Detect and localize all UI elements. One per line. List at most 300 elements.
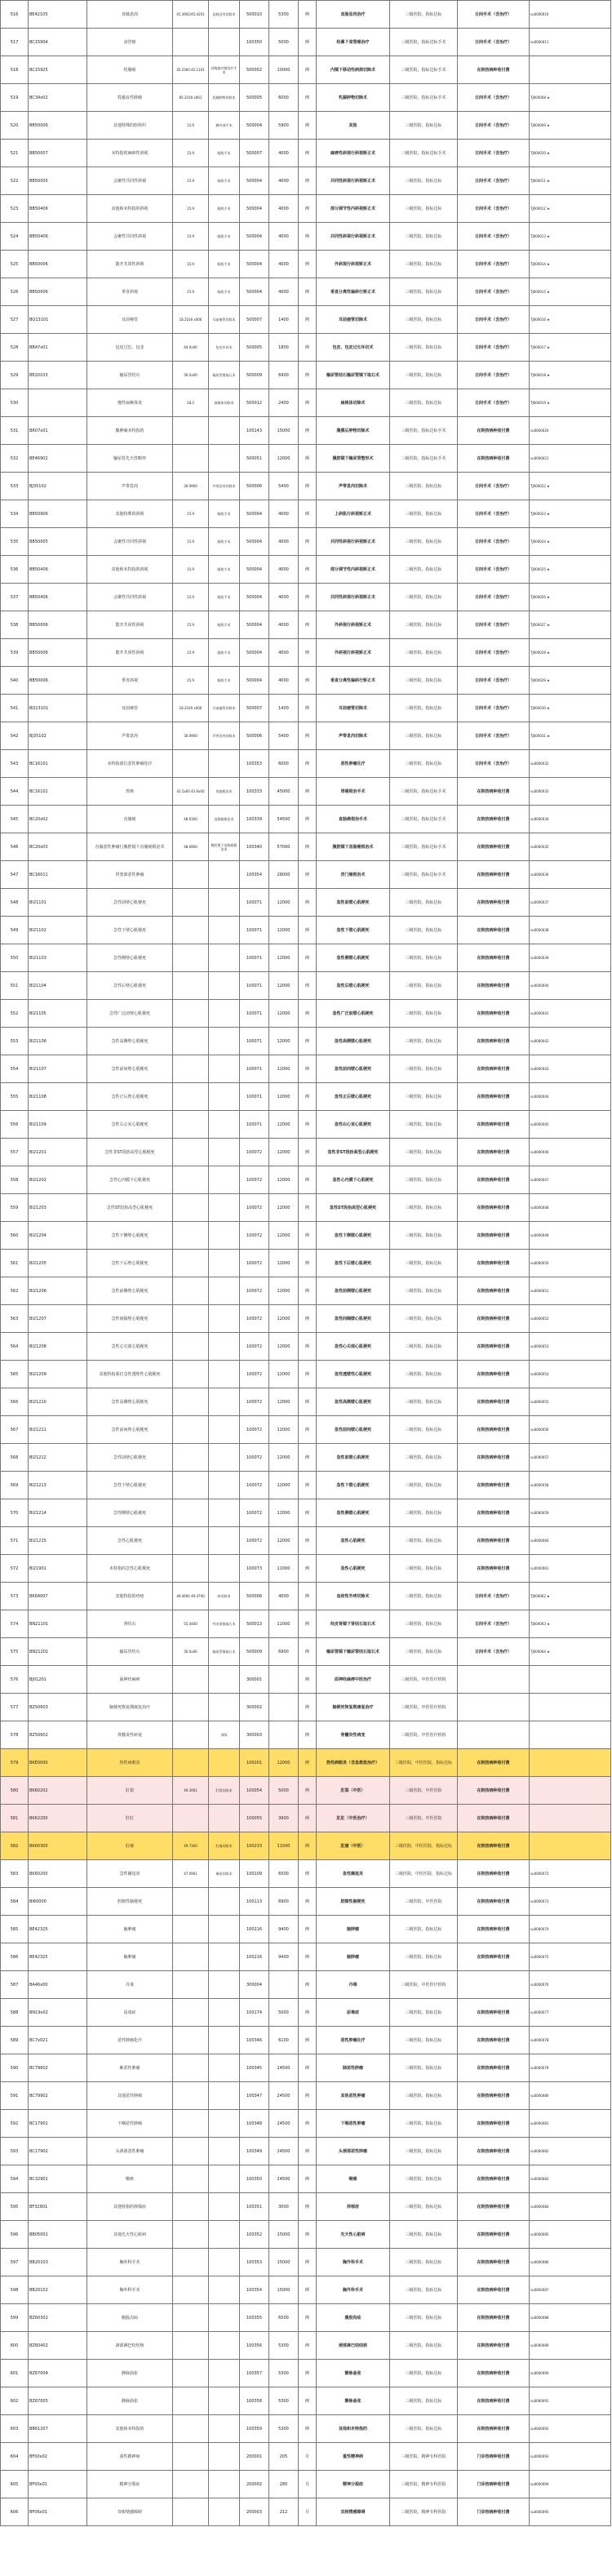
operation-code-cell	[173, 445, 209, 473]
treatment-name-cell: 急性前壁心肌梗死	[317, 1444, 390, 1472]
row-number-cell: 536	[1, 556, 29, 584]
payment-mode-cell: 日间手术（含治疗）	[458, 695, 530, 722]
operation-code-cell: 18.2100 x006	[173, 306, 209, 334]
disease-code-cell: BN19x02	[29, 1999, 87, 2027]
hospital-level-cell: 三级医院，指标达标	[390, 667, 458, 695]
operation-name-cell: 耳前瘘管切除术	[209, 695, 240, 722]
remark-code-cell	[530, 1721, 611, 1749]
operation-name-cell	[209, 944, 240, 972]
treatment-name-cell: 急性心尖部心肌梗死	[317, 1333, 390, 1361]
operation-name-cell: 直肠癌根治术	[209, 806, 240, 833]
disease-code-cell: BI21109	[29, 1111, 87, 1139]
disease-code-cell: BZ60402	[29, 2332, 87, 2360]
hospital-level-cell: 三级医院，指标达标手术	[390, 833, 458, 861]
disease-name-cell: 垂直斜视	[87, 667, 173, 695]
operation-code-cell	[173, 1028, 209, 1055]
item-id-cell: 100339	[240, 806, 269, 833]
treatment-name-cell: 输尿管结石输尿管镜下取石术	[317, 362, 390, 389]
table-row	[1, 944, 611, 972]
table-row	[1, 140, 611, 167]
row-number-cell: 546	[1, 833, 29, 861]
item-id-cell: 300002	[240, 1694, 269, 1721]
hospital-level-cell: 三级医院，指标达标	[390, 2138, 458, 2165]
row-number-cell: 523	[1, 195, 29, 223]
row-number-cell: 550	[1, 944, 29, 972]
hospital-level-cell: 三级医院，精神专科医院	[390, 2471, 458, 2498]
table-row	[1, 528, 611, 556]
payment-mode-cell: 在院按病种收付费	[458, 1194, 530, 1222]
hospital-level-cell: 三级医院，中医医院，指标达标	[390, 1860, 458, 1888]
fee-cell: 9400	[269, 1916, 299, 1943]
fee-cell: 2400	[269, 389, 299, 417]
disease-name-cell: 慢性扁桃体炎	[87, 389, 173, 417]
operation-name-cell	[209, 1333, 240, 1361]
disease-code-cell: BKE0000	[29, 1749, 87, 1777]
disease-name-cell: 急性心肌梗死	[87, 1527, 173, 1555]
operation-code-cell	[173, 1055, 209, 1083]
item-id-cell: 100072	[240, 1277, 269, 1305]
payment-mode-cell	[458, 1694, 530, 1721]
disease-name-cell: 散开共同性斜视	[87, 639, 173, 667]
operation-name-cell	[209, 1000, 240, 1028]
disease-name-cell: 会聚性共同性斜视	[87, 584, 173, 611]
disease-code-cell: BB50005	[29, 528, 87, 556]
item-id-cell: 100072	[240, 1361, 269, 1388]
payment-mode-cell: 在院按病种收付费	[458, 2360, 530, 2387]
unit-cell: 例	[299, 56, 317, 84]
remark-code-cell: TJ000012 ★	[530, 195, 611, 223]
disease-name-cell: 脑梗死恢复期康复治疗	[87, 1694, 173, 1721]
row-number-cell: 549	[1, 917, 29, 944]
operation-code-cell	[173, 1694, 209, 1721]
remark-code-cell: su0000059	[530, 1499, 611, 1527]
disease-name-cell: 急性前间壁心肌梗死	[87, 1055, 173, 1083]
disease-name-cell: 腔隙性脑梗死	[87, 1888, 173, 1916]
row-number-cell: 606	[1, 2498, 29, 2526]
unit-cell: 例	[299, 1971, 317, 1999]
disease-name-cell: 急性前侧壁心肌梗死	[87, 1277, 173, 1305]
disease-name-cell: 急性正后壁心肌梗死	[87, 1083, 173, 1111]
hospital-level-cell: 三级医院，指标达标	[390, 1000, 458, 1028]
remark-code-cell: TJ000011 ★	[530, 167, 611, 195]
disease-code-cell: BJ01201	[29, 1666, 87, 1694]
payment-mode-cell: 在院按病种收付费	[458, 1083, 530, 1111]
item-id-cell: 500004	[240, 556, 269, 584]
treatment-name-cell: 急性正后壁心肌梗死	[317, 1083, 390, 1111]
remark-code-cell: TJ000008 ★	[530, 84, 611, 112]
unit-cell: 例	[299, 1166, 317, 1194]
treatment-name-cell: 双相情感障碍	[317, 2498, 390, 2526]
table-row	[1, 833, 611, 861]
disease-name-cell: 其他恶性肿瘤	[87, 2082, 173, 2110]
operation-code-cell	[173, 2332, 209, 2360]
fee-cell: 9400	[269, 1943, 299, 1971]
item-id-cell: 100353	[240, 750, 269, 778]
fee-cell: 12000	[269, 1000, 299, 1028]
fee-cell: 24500	[269, 2138, 299, 2165]
remark-code-cell: su0000079	[530, 2054, 611, 2082]
table-row	[1, 445, 611, 473]
operation-code-cell	[173, 1139, 209, 1166]
item-id-cell: 500051	[240, 445, 269, 473]
fee-cell: 5300	[269, 2387, 299, 2415]
remark-code-cell: TJ000027 ★	[530, 611, 611, 639]
treatment-name-cell: 垂直分离性偏斜行矫正术	[317, 278, 390, 306]
unit-cell: 例	[299, 806, 317, 833]
disease-name-cell: 恶性肿瘤化疗	[87, 2027, 173, 2054]
fee-cell: 12000	[269, 944, 299, 972]
operation-code-cell	[173, 1222, 209, 1250]
item-id-cell: 100071	[240, 972, 269, 1000]
disease-code-cell: BZ67004	[29, 2360, 87, 2387]
table-row	[1, 2193, 611, 2221]
treatment-name-cell: 面神经麻痹中医治疗	[317, 1666, 390, 1694]
treatment-name-cell: 共同性斜视行斜视矫正术	[317, 528, 390, 556]
disease-name-cell: 胸外科手术	[87, 2249, 173, 2276]
remark-code-cell: su0000082	[530, 2138, 611, 2165]
disease-code-cell: BI21104	[29, 972, 87, 1000]
unit-cell: 例	[299, 778, 317, 806]
fee-cell: 5000	[269, 1999, 299, 2027]
payment-mode-cell: 在院按病种收付费	[458, 1111, 530, 1139]
operation-name-cell	[209, 1028, 240, 1055]
payment-mode-cell: 在院按病种收付费	[458, 2110, 530, 2138]
payment-mode-cell: 在院按病种收付费	[458, 1416, 530, 1444]
table-row	[1, 2054, 611, 2082]
fee-cell: 6500	[269, 2304, 299, 2332]
operation-code-cell: 15.9	[173, 639, 209, 667]
disease-code-cell: BI21106	[29, 1028, 87, 1055]
unit-cell: 例	[299, 972, 317, 1000]
operation-name-cell	[209, 417, 240, 445]
hospital-level-cell: 三级医院，指标达标	[390, 2332, 458, 2360]
disease-name-cell: 输尿管先天性畸形	[87, 445, 173, 473]
unit-cell: 例	[299, 1222, 317, 1250]
hospital-level-cell: 三级医院，中医医院，指标达标	[390, 1832, 458, 1860]
disease-name-cell: 急性阑尾炎	[87, 1860, 173, 1888]
table-row	[1, 1472, 611, 1499]
table-row	[1, 1916, 611, 1943]
treatment-name-cell: 急性前间壁心肌梗死	[317, 1055, 390, 1083]
hospital-level-cell: 三级医院，指标达标	[390, 2193, 458, 2221]
disease-code-cell: BC79602	[29, 2054, 87, 2082]
disease-code-cell: BJ35102	[29, 473, 87, 500]
table-row	[1, 1749, 611, 1777]
operation-name-cell	[209, 2332, 240, 2360]
unit-cell: 例	[299, 500, 317, 528]
row-number-cell: 562	[1, 1277, 29, 1305]
operation-code-cell	[173, 1444, 209, 1472]
disease-code-cell: BI21214	[29, 1499, 87, 1527]
treatment-name-cell: 乳腺肿物切除术	[317, 84, 390, 112]
treatment-name-cell: 骨髓炎性病变	[317, 1721, 390, 1749]
hospital-level-cell: 三级医院，指标达标	[390, 2110, 458, 2138]
unit-cell: 例	[299, 2054, 317, 2082]
disease-code-cell: BN21101	[29, 1610, 87, 1638]
disease-code-cell: BK60202	[29, 1777, 87, 1805]
disease-code-cell: BE20103	[29, 362, 87, 389]
item-id-cell: 100354	[240, 861, 269, 889]
unit-cell: 例	[299, 2138, 317, 2165]
table-row	[1, 1583, 611, 1610]
payment-mode-cell: 在院按病种收付费	[458, 917, 530, 944]
disease-code-cell: BB50006	[29, 112, 87, 140]
treatment-name-cell: 急性后壁心肌梗死	[317, 972, 390, 1000]
operation-name-cell	[209, 1083, 240, 1111]
unit-cell: 例	[299, 750, 317, 778]
disease-name-cell: 急性前壁心肌梗死	[87, 889, 173, 917]
fee-cell: 24500	[269, 2165, 299, 2193]
disease-name-cell: 静脉曲张	[87, 2360, 173, 2387]
table-row	[1, 2471, 611, 2498]
fee-cell: 5300	[269, 1, 299, 29]
operation-code-cell	[173, 1499, 209, 1527]
disease-name-cell: 直肠癌	[87, 806, 173, 833]
hospital-level-cell: 三级医院，中医医疗机构	[390, 1694, 458, 1721]
operation-code-cell	[173, 2498, 209, 2526]
fee-cell: 3900	[269, 1805, 299, 1832]
disease-code-cell: BQ13101	[29, 695, 87, 722]
payment-mode-cell: 日间手术（含治疗）	[458, 195, 530, 223]
operation-code-cell: 30.0900	[173, 473, 209, 500]
fee-cell: 57000	[269, 833, 299, 861]
row-number-cell: 528	[1, 334, 29, 362]
disease-code-cell: BI21208	[29, 1333, 87, 1361]
operation-name-cell: 直肠息肉切除术	[209, 1, 240, 29]
hospital-level-cell: 三级医院，指标达标	[390, 223, 458, 251]
disease-code-cell: BI21210	[29, 1388, 87, 1416]
table-row	[1, 2498, 611, 2526]
disease-name-cell: 散开共同性斜视	[87, 611, 173, 639]
hospital-level-cell: 三级医院，指标达标	[390, 1943, 458, 1971]
disease-name-cell: 骨髓炎性病变	[87, 1721, 173, 1749]
fee-cell: 12000	[269, 1416, 299, 1444]
unit-cell: 例	[299, 1805, 317, 1832]
operation-code-cell	[173, 1943, 209, 1971]
treatment-name-cell: 外斜视行斜视矫正术	[317, 251, 390, 278]
operation-name-cell: 眼肌手术	[209, 223, 240, 251]
payment-mode-cell: 日间手术（含治疗）	[458, 1, 530, 29]
fee-cell: 11000	[269, 1555, 299, 1583]
operation-name-cell: 眼肌手术	[209, 639, 240, 667]
table-row	[1, 223, 611, 251]
disease-code-cell: BK60200	[29, 1860, 87, 1888]
row-number-cell: 585	[1, 1916, 29, 1943]
disease-code-cell: BE42325	[29, 1916, 87, 1943]
operation-code-cell: 55.0400	[173, 1610, 209, 1638]
fee-cell: 5000	[269, 1777, 299, 1805]
operation-code-cell	[173, 1555, 209, 1583]
payment-mode-cell: 日间手术（含治疗）	[458, 473, 530, 500]
table-row	[1, 1083, 611, 1111]
item-id-cell: 500004	[240, 667, 269, 695]
payment-mode-cell: 在院按病种收付费	[458, 2193, 530, 2221]
operation-name-cell	[209, 1444, 240, 1472]
operation-name-cell: 眼肌手术	[209, 167, 240, 195]
table-row	[1, 1721, 611, 1749]
remark-code-cell: su0000092	[530, 2415, 611, 2443]
item-id-cell: 100350	[240, 2165, 269, 2193]
disease-code-cell: BB50007	[29, 140, 87, 167]
treatment-name-cell: 肛肛（中医治疗）	[317, 1805, 390, 1832]
remark-code-cell: su0000077	[530, 1999, 611, 2027]
hospital-level-cell: 三级医院，指标达标	[390, 500, 458, 528]
operation-code-cell	[173, 1000, 209, 1028]
treatment-name-cell: 肛裂（中医）	[317, 1777, 390, 1805]
item-id-cell: 500005	[240, 334, 269, 362]
operation-name-cell	[209, 2221, 240, 2249]
table-row	[1, 1333, 611, 1361]
disease-name-cell: 结肠癌	[87, 56, 173, 84]
row-number-cell: 592	[1, 2110, 29, 2138]
item-id-cell: 100346	[240, 2027, 269, 2054]
operation-code-cell	[173, 1971, 209, 1999]
table-row	[1, 639, 611, 667]
item-id-cell: 500004	[240, 611, 269, 639]
unit-cell: 例	[299, 2082, 317, 2110]
item-id-cell: 100071	[240, 1083, 269, 1111]
item-id-cell: 100349	[240, 2138, 269, 2165]
row-number-cell: 587	[1, 1971, 29, 1999]
remark-code-cell: su0000053	[530, 1333, 611, 1361]
item-id-cell: 100352	[240, 2221, 269, 2249]
table-row	[1, 1777, 611, 1805]
row-number-cell: 533	[1, 473, 29, 500]
item-id-cell: 300004	[240, 1971, 269, 1999]
treatment-name-cell: 静脉曲张	[317, 2387, 390, 2415]
disease-name-cell: 垂直斜视	[87, 278, 173, 306]
disease-code-cell: BI21103	[29, 944, 87, 972]
treatment-name-cell: 其他恶性肿瘤	[317, 2082, 390, 2110]
disease-name-cell: 胃癌	[87, 778, 173, 806]
treatment-name-cell: 腹股沟疝	[317, 2304, 390, 2332]
operation-name-cell: 眼肌手术	[209, 611, 240, 639]
disease-name-cell: 急性后壁心肌梗死	[87, 972, 173, 1000]
unit-cell: 例	[299, 84, 317, 112]
remark-code-cell: su0000089	[530, 2332, 611, 2360]
treatment-name-cell: 急性右心室心肌梗死	[317, 1111, 390, 1139]
table-row	[1, 778, 611, 806]
hospital-level-cell: 三级医院，指标达标	[390, 584, 458, 611]
disease-code-cell: BB50006	[29, 278, 87, 306]
row-number-cell: 516	[1, 1, 29, 29]
row-number-cell: 543	[1, 750, 29, 778]
fee-cell: 15000	[269, 2276, 299, 2304]
treatment-name-cell: 上斜肌行斜视矫正术	[317, 500, 390, 528]
remark-code-cell: su0000050	[530, 1250, 611, 1277]
fee-cell: 11000	[269, 1610, 299, 1638]
treatment-name-cell: 腹腔镜下直肠癌根治术	[317, 833, 390, 861]
disease-code-cell: BC17902	[29, 2138, 87, 2165]
operation-code-cell	[173, 1888, 209, 1916]
payment-mode-cell: 在院按病种收付费	[458, 889, 530, 917]
operation-name-cell	[209, 1749, 240, 1777]
hospital-level-cell: 三级医院，指标达标	[390, 1166, 458, 1194]
remark-code-cell: su0000020	[530, 417, 611, 445]
operation-name-cell	[209, 2054, 240, 2082]
operation-code-cell	[173, 2249, 209, 2276]
disease-name-cell: 下咽恶性肿瘤	[87, 2110, 173, 2138]
disease-code-cell: BE42105	[29, 1, 87, 29]
unit-cell: 例	[299, 251, 317, 278]
row-number-cell: 564	[1, 1333, 29, 1361]
operation-name-cell: 经皮肾镜取石术	[209, 1610, 240, 1638]
remark-code-cell: su0000047	[530, 1166, 611, 1194]
operation-name-cell	[209, 2304, 240, 2332]
item-id-cell: 500013	[240, 1610, 269, 1638]
item-id-cell: 500006	[240, 1583, 269, 1610]
hospital-level-cell: 三级医院，指标达标	[390, 195, 458, 223]
disease-code-cell: BB50006	[29, 611, 87, 639]
fee-cell: 280	[269, 2471, 299, 2498]
operation-code-cell: 48.6300	[173, 806, 209, 833]
operation-code-cell	[173, 2360, 209, 2387]
fee-cell: 11500	[269, 1832, 299, 1860]
disease-code-cell: BB50006	[29, 667, 87, 695]
remark-code-cell: su0000090	[530, 2360, 611, 2387]
fee-cell: 12000	[269, 1222, 299, 1250]
payment-mode-cell: 在院按病种收付费	[458, 1250, 530, 1277]
fee-cell: 24500	[269, 2054, 299, 2082]
operation-name-cell	[209, 2165, 240, 2193]
row-number-cell: 554	[1, 1055, 29, 1083]
remark-code-cell	[530, 1694, 611, 1721]
treatment-name-cell: 急性广泛前壁心肌梗死	[317, 1000, 390, 1028]
unit-cell: 例	[299, 1638, 317, 1666]
disease-code-cell: BC16011	[29, 861, 87, 889]
hospital-level-cell: 三级医院，指标达标手术	[390, 417, 458, 445]
item-id-cell: 100359	[240, 2415, 269, 2443]
row-number-cell: 538	[1, 611, 29, 639]
disease-code-cell: BB20103	[29, 2249, 87, 2276]
item-id-cell: 100071	[240, 917, 269, 944]
treatment-name-cell: 肛瘘（中医）	[317, 1832, 390, 1860]
hospital-level-cell: 三级医院，指标达标	[390, 1055, 458, 1083]
item-id-cell: 100073	[240, 1555, 269, 1583]
unit-cell: 月	[299, 2443, 317, 2471]
payment-mode-cell: 在院按病种收付费	[458, 1999, 530, 2027]
fee-cell: 6000	[269, 84, 299, 112]
treatment-name-cell: 扁桃体切除术	[317, 389, 390, 417]
operation-code-cell	[173, 889, 209, 917]
payment-mode-cell: 在院按病种收付费	[458, 1166, 530, 1194]
treatment-name-cell: 急性透壁性心肌梗死	[317, 1361, 390, 1388]
fee-cell: 10000	[269, 56, 299, 84]
unit-cell: 例	[299, 1361, 317, 1388]
unit-cell: 例	[299, 140, 317, 167]
table-row	[1, 306, 611, 334]
fee-cell: 45000	[269, 778, 299, 806]
disease-code-cell: BF00x02	[29, 2443, 87, 2471]
fee-cell: 12000	[269, 1028, 299, 1055]
remark-code-cell	[530, 56, 611, 84]
unit-cell: 例	[299, 195, 317, 223]
treatment-name-cell: 急性侧壁心肌梗死	[317, 1499, 390, 1527]
disease-name-cell: 耳前瘘管	[87, 695, 173, 722]
fee-cell: 4000	[269, 140, 299, 167]
fee-cell: 6100	[269, 2027, 299, 2054]
hospital-level-cell: 三级医院，指标达标	[390, 1277, 458, 1305]
disease-code-cell: BZ50603	[29, 1694, 87, 1721]
row-number-cell: 557	[1, 1139, 29, 1166]
table-row	[1, 2110, 611, 2138]
operation-code-cell: 15.9	[173, 667, 209, 695]
payment-mode-cell: 在院按病种收付费	[458, 1805, 530, 1832]
row-number-cell: 531	[1, 417, 29, 445]
remark-code-cell	[530, 1777, 611, 1805]
disease-code-cell: BI21211	[29, 1416, 87, 1444]
table-row	[1, 1028, 611, 1055]
